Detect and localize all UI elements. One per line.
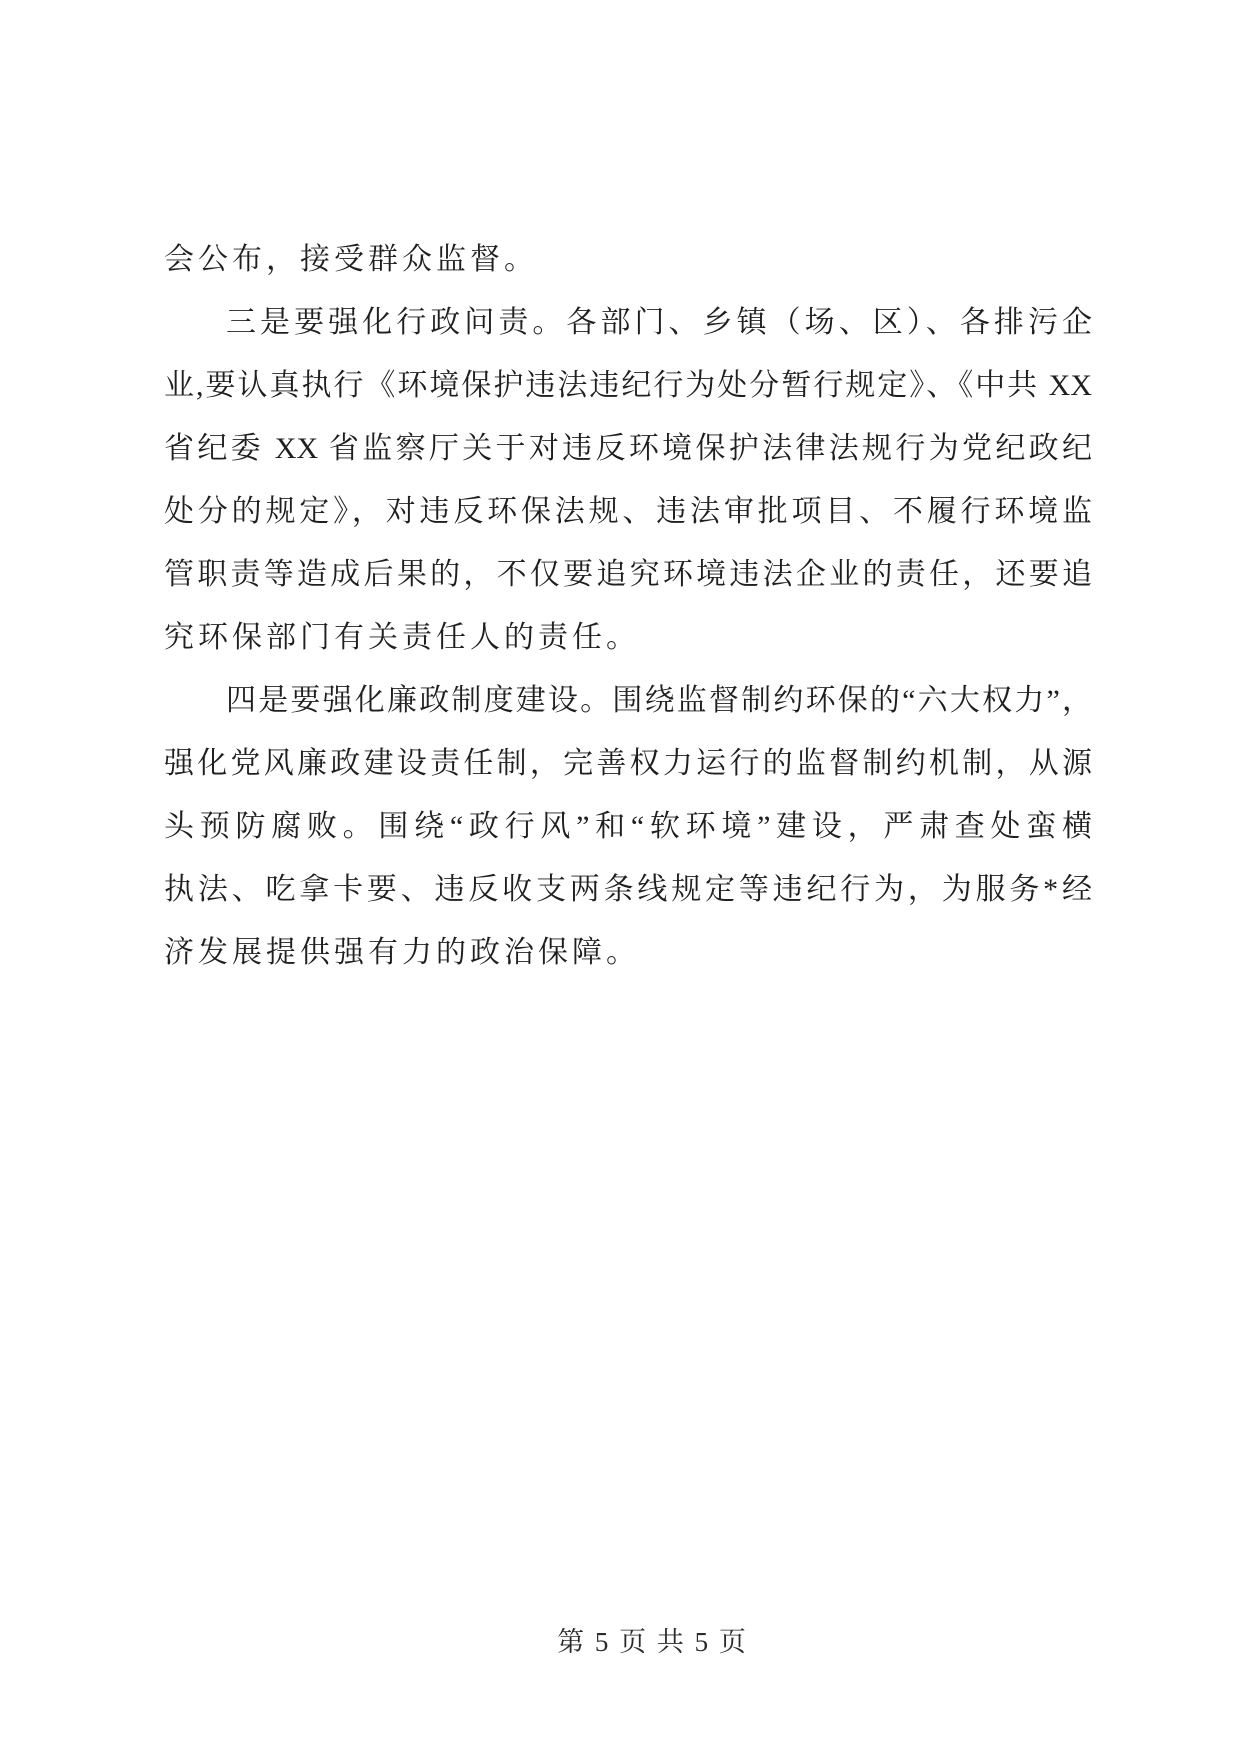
text-line: 执法、吃拿卡要、违反收支两条线规定等违纪行为，为服务*经 [164,873,1092,906]
text-line: 四是要强化廉政制度建设。围绕监督制约环保的“六大权力”， [226,684,1092,717]
text-line: 济发展提供强有力的政治保障。 [164,936,640,969]
text-line: 管职责等造成后果的，不仅要追究环境违法企业的责任，还要追 [164,558,1092,591]
text-line: 三是要强化行政问责。各部门、乡镇（场、区）、各排污企 [226,306,1092,339]
text-line: 会公布，接受群众监督。 [164,243,538,276]
document-body [164,228,1092,984]
text-line: 强化党风廉政建设责任制，完善权力运行的监督制约机制，从源 [164,747,1092,780]
text-line: 业,要认真执行《环境保护违法违纪行为处分暂行规定》、《中共 XX [164,369,1092,402]
text-line: 省纪委 XX 省监察厅关于对违反环境保护法律法规行为党纪政纪 [164,432,1092,465]
page-footer [32,1622,1241,1662]
text-line: 处分的规定》，对违反环保法规、违法审批项目、不履行环境监 [164,495,1092,528]
text-line: 头预防腐败。围绕“政行风”和“软环境”建设，严肃查处蛮横 [164,810,1092,843]
text-line: 究环保部门有关责任人的责任。 [164,621,640,654]
page-number-label: 第 5 页 共 5 页 [557,1627,748,1657]
